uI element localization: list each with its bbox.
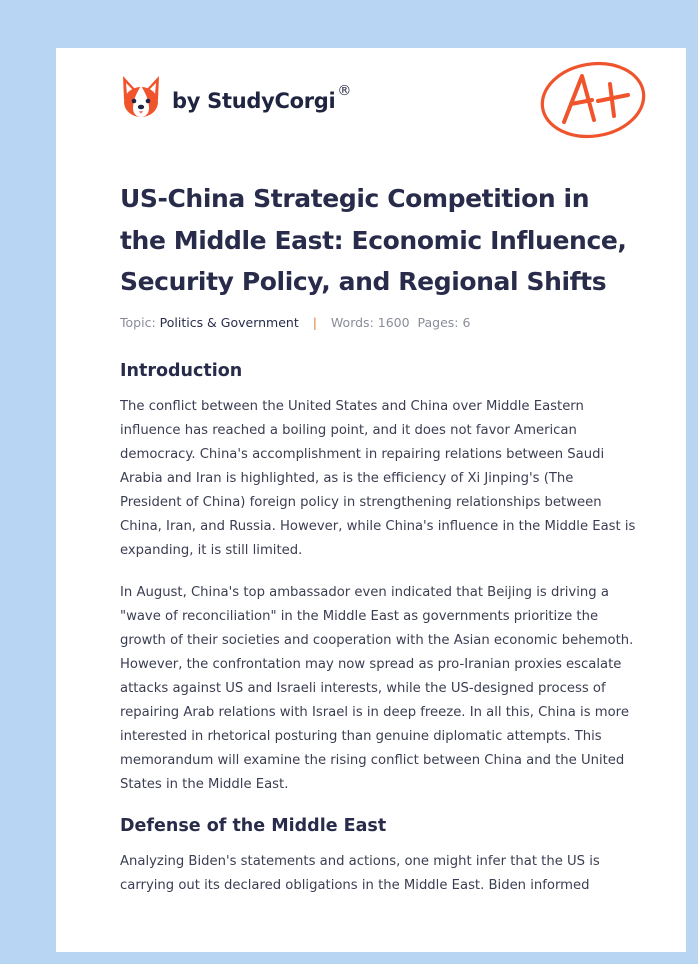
document-content	[120, 178, 636, 898]
meta-separator: |	[312, 314, 317, 330]
logo-wordmark: by StudyCorgi	[172, 89, 336, 113]
topic-link[interactable]: Politics & Government	[159, 314, 299, 330]
document-page	[56, 48, 686, 952]
corgi-logo-icon	[120, 74, 162, 120]
paragraph: In August, China's top ambassador even indicated that Beijing is driving a "wave of reconciliation" in the Middle East as governments prioritize the growth of their societies and cooperation with the Asian economic behemoth. However, the confrontation may now spread as pro-Iranian proxies escalate attacks against US and Israeli interests, while the US-designed process of repairing Arab relations with Israel is in deep freeze. In all this, China is more interested in rhetorical posturing than genuine diplomatic attempts. This memorandum will examine the rising conflict between China and the United States in the Middle East.	[120, 584, 634, 792]
words-count: 1600	[377, 314, 410, 330]
pages-label: Pages:	[417, 314, 459, 330]
words-label: Words:	[330, 314, 374, 330]
paragraph: The conflict between the United States and China over Middle Eastern influence has reached a boiling point, and it does not favor American democracy. China's accomplishment in repairing relations between Saudi Arabia and Iran is highlighted, as is the efficiency of Xi Jinping's (The President of China) foreign policy in strengthening relationships between China, Iran, and Russia. However, while China's influence in the Middle East is expanding, it is still limited.	[120, 398, 636, 558]
page-header	[56, 48, 686, 158]
logo-text	[172, 83, 352, 113]
registered-mark: ®	[337, 83, 352, 99]
grade-badge-icon	[538, 58, 648, 140]
studycorgi-logo[interactable]	[120, 74, 351, 120]
paragraph: Analyzing Biden's statements and actions, one might infer that the US is carrying out its declared obligations in the Middle East. Biden informed	[120, 853, 600, 893]
grade-badge-text: A+	[538, 58, 540, 59]
pages-count: 6	[462, 314, 471, 330]
topic-label: Topic:	[120, 314, 156, 330]
section-heading-introduction: Introduction	[120, 360, 243, 381]
document-meta	[120, 313, 636, 333]
document-title: US-China Strategic Competition in the Middle East: Economic Influence, Security Policy, and Regional Shifts	[120, 184, 627, 296]
section-heading-defense: Defense of the Middle East	[120, 815, 387, 836]
